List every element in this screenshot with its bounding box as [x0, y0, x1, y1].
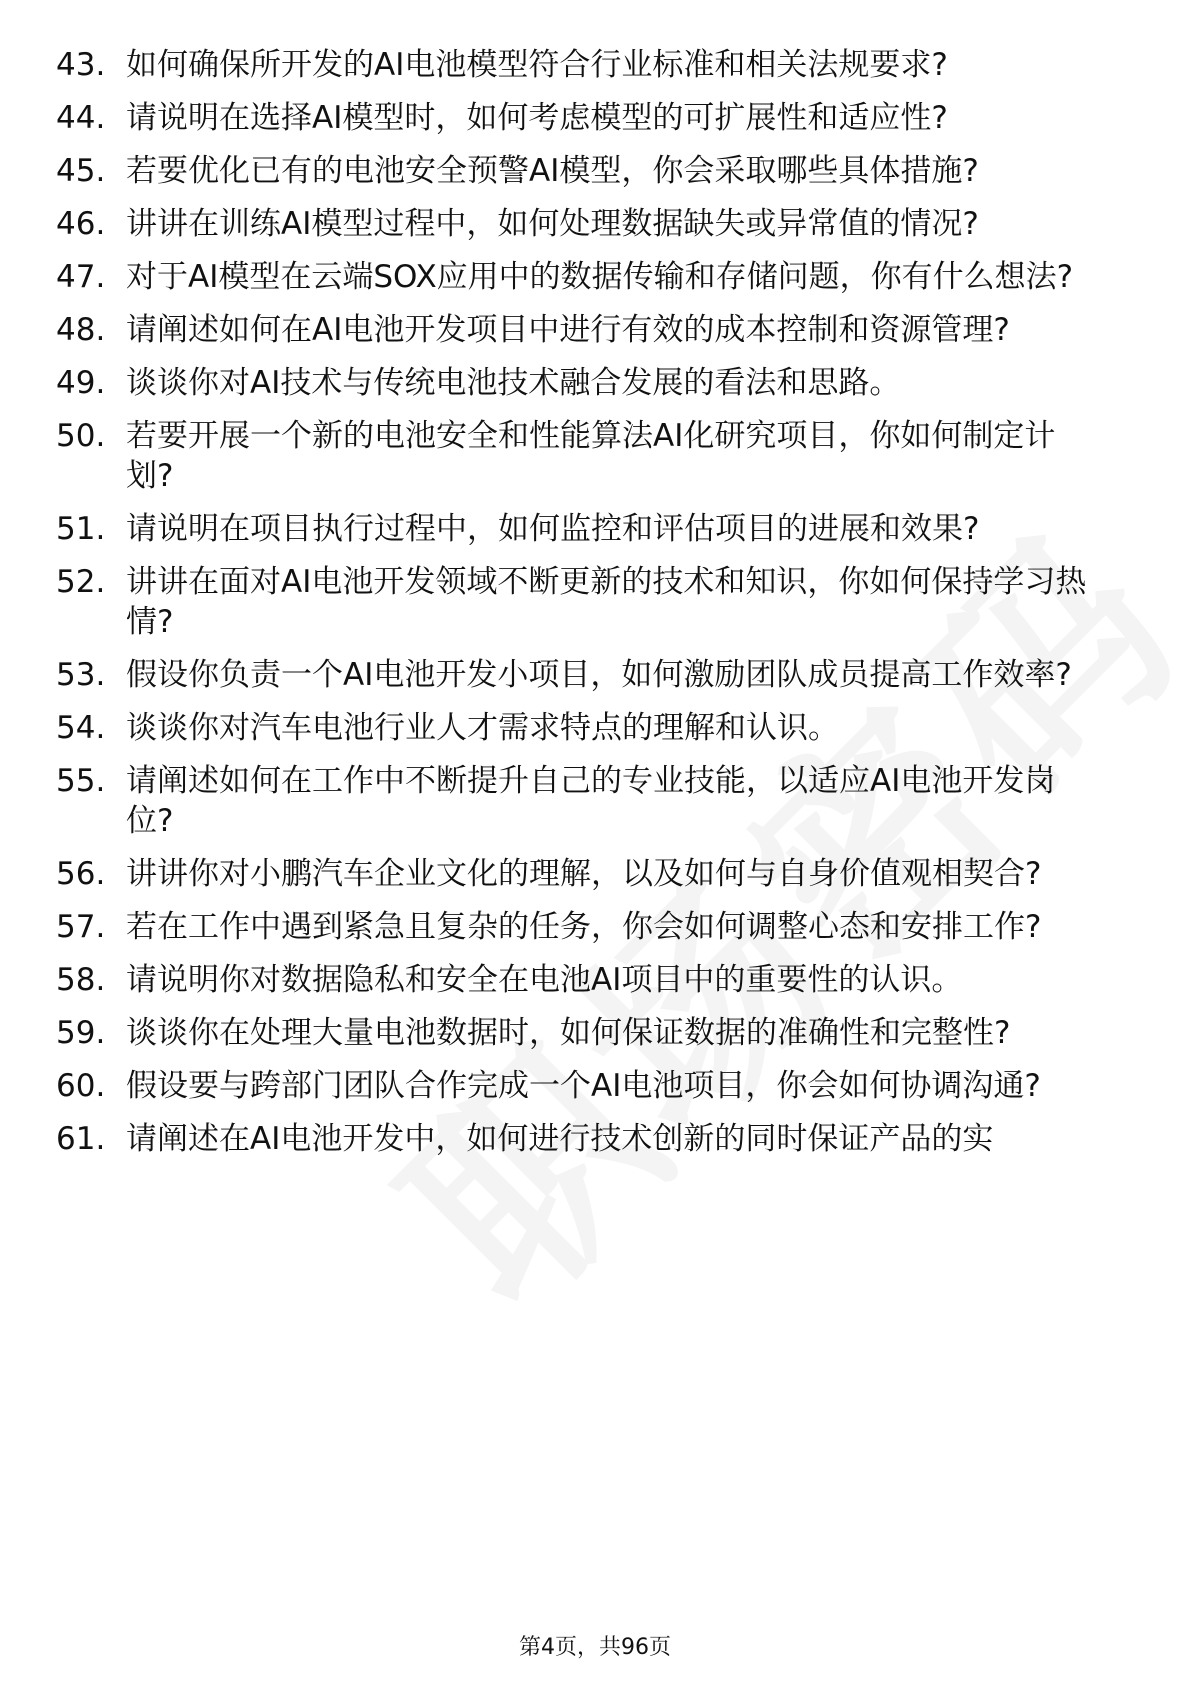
question-item [0, 416, 1190, 496]
question-number: 44. [56, 100, 106, 136]
question-item [0, 45, 1190, 85]
question-item [0, 907, 1190, 947]
question-number: 52. [56, 564, 106, 600]
question-list [0, 45, 1190, 1172]
question-text: 请阐述在AI电池开发中，如何进行技术创新的同时保证产品的实 [126, 1121, 994, 1157]
question-text: 讲讲在训练AI模型过程中，如何处理数据缺失或异常值的情况? [126, 206, 979, 242]
question-number: 60. [56, 1068, 106, 1104]
question-text: 请说明你对数据隐私和安全在电池AI项目中的重要性的认识。 [126, 962, 963, 998]
question-text: 若要开展一个新的电池安全和性能算法AI化研究项目，你如何制定计划? [126, 418, 1056, 494]
question-number: 56. [56, 856, 106, 892]
question-item [0, 98, 1190, 138]
question-item [0, 1066, 1190, 1106]
question-item [0, 854, 1190, 894]
question-item [0, 1119, 1190, 1159]
question-number: 48. [56, 312, 106, 348]
question-text: 若要优化已有的电池安全预警AI模型，你会采取哪些具体措施? [126, 153, 979, 189]
question-number: 51. [56, 511, 106, 547]
question-number: 50. [56, 418, 106, 454]
question-text: 请阐述如何在AI电池开发项目中进行有效的成本控制和资源管理? [126, 312, 1010, 348]
question-number: 58. [56, 962, 106, 998]
question-text: 谈谈你对AI技术与传统电池技术融合发展的看法和思路。 [126, 365, 901, 401]
question-item [0, 960, 1190, 1000]
question-text: 请阐述如何在工作中不断提升自己的专业技能，以适应AI电池开发岗位? [126, 763, 1056, 839]
question-text: 若在工作中遇到紧急且复杂的任务，你会如何调整心态和安排工作? [126, 909, 1042, 945]
question-item [0, 509, 1190, 549]
question-item [0, 708, 1190, 748]
question-text: 请说明在选择AI模型时，如何考虑模型的可扩展性和适应性? [126, 100, 948, 136]
question-item [0, 655, 1190, 695]
question-item [0, 151, 1190, 191]
question-number: 49. [56, 365, 106, 401]
question-number: 59. [56, 1015, 106, 1051]
question-text: 讲讲你对小鹏汽车企业文化的理解，以及如何与自身价值观相契合? [126, 856, 1042, 892]
question-number: 55. [56, 763, 106, 799]
page-footer: 第4页，共96页 [519, 1635, 671, 1660]
question-number: 47. [56, 259, 106, 295]
question-text: 谈谈你对汽车电池行业人才需求特点的理解和认识。 [126, 710, 839, 746]
question-item [0, 1013, 1190, 1053]
question-item [0, 562, 1190, 642]
question-number: 57. [56, 909, 106, 945]
question-text: 如何确保所开发的AI电池模型符合行业标准和相关法规要求? [126, 47, 948, 83]
question-text: 假设要与跨部门团队合作完成一个AI电池项目，你会如何协调沟通? [126, 1068, 1041, 1104]
question-item [0, 204, 1190, 244]
question-item [0, 310, 1190, 350]
question-text: 讲讲在面对AI电池开发领域不断更新的技术和知识，你如何保持学习热情? [126, 564, 1087, 640]
question-text: 假设你负责一个AI电池开发小项目，如何激励团队成员提高工作效率? [126, 657, 1072, 693]
question-number: 43. [56, 47, 106, 83]
question-item [0, 257, 1190, 297]
question-text: 请说明在项目执行过程中，如何监控和评估项目的进展和效果? [126, 511, 980, 547]
question-number: 61. [56, 1121, 106, 1157]
question-number: 54. [56, 710, 106, 746]
question-number: 53. [56, 657, 106, 693]
question-item [0, 363, 1190, 403]
question-text: 谈谈你在处理大量电池数据时，如何保证数据的准确性和完整性? [126, 1015, 1011, 1051]
question-number: 45. [56, 153, 106, 189]
question-text: 对于AI模型在云端SOX应用中的数据传输和存储问题，你有什么想法? [126, 259, 1074, 295]
question-item [0, 761, 1190, 841]
question-number: 46. [56, 206, 106, 242]
